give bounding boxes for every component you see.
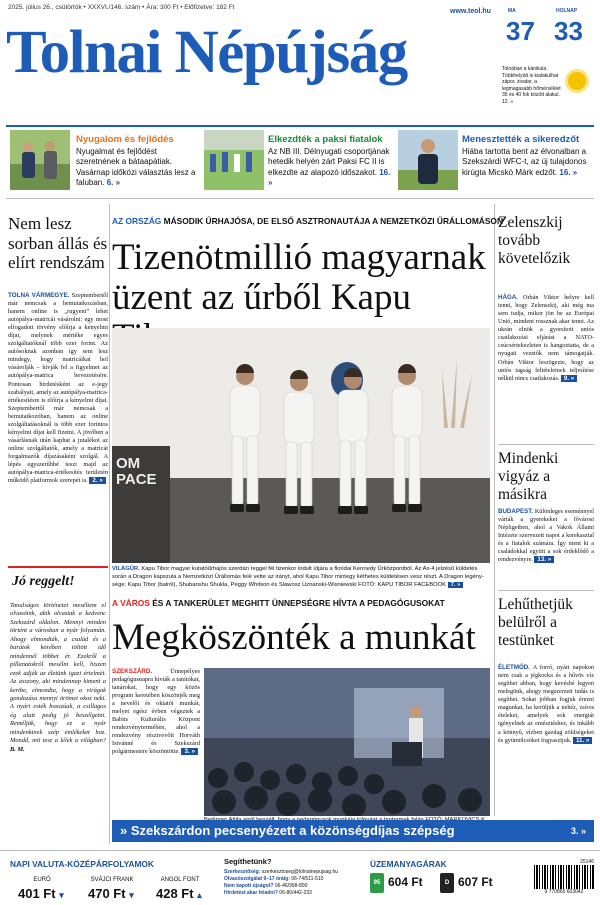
section-rule xyxy=(6,198,594,199)
barcode-icon xyxy=(534,865,594,889)
teaser-2[interactable] xyxy=(204,130,394,190)
city-headline[interactable]: Megköszönték a munkát xyxy=(112,617,476,658)
jo-reggelt-box xyxy=(8,566,108,836)
main-photo-caption: VILÁGŰR. Kapu Tibor magyar kutatóűrhajós szerdán reggel fél tizenkor indult útjára a floridai Kennedy Űrközpontból. Az Ax-4 jelzésű küldetés során a Dragon kapszula a Nemzetközi Űrállomás felé vette az irányt, ahol Kapu Tibor mintegy kéthetes küldetésen vesz részt. A Dragon legény-sége: Kapu Tibor (balról), Shubanshu Shukla, Peggy Whitson és Slawosz Uznanski-Wisniewski FOTÓ: KAPU TIBOR FACEBOOK 7. » xyxy=(112,566,484,588)
left-headline[interactable]: Nem lesz sorban állás és elírt rendszám xyxy=(8,214,108,273)
main-photo-astronauts[interactable] xyxy=(112,328,490,563)
right-headline-3[interactable]: Lehűthetjük belülről a testünket xyxy=(498,596,573,649)
weather-temp-tomorrow: 33 xyxy=(554,16,583,46)
sun-icon xyxy=(568,72,586,90)
promo-bar[interactable] xyxy=(112,820,594,842)
right-rule xyxy=(498,444,594,445)
right-headline-2[interactable]: Mindenki vigyáz a másikra xyxy=(498,450,559,503)
teaser-text: Az NB III. Délnyugati csoportjának hetedik helyén zárt Paksi FC II is elkezdte az alapozó időszakot. 16. » xyxy=(268,147,391,188)
footer xyxy=(0,850,600,905)
barcode-number: 9 770865 603042 xyxy=(544,889,584,895)
masthead-rule xyxy=(6,125,594,127)
promo-page: 3. » xyxy=(570,826,586,836)
weather-label-today: MA xyxy=(508,8,516,14)
teaser-title: Nyugalom és fejlődés xyxy=(76,134,174,145)
arrow-up-icon: ▴ xyxy=(197,890,202,900)
ceremony-illustration xyxy=(204,668,490,816)
fuel-title: ÜZEMANYAGÁRAK xyxy=(370,859,447,869)
barcode xyxy=(534,859,594,901)
right-headline-1[interactable]: Zelenszkij tovább követelőzik xyxy=(498,214,571,267)
city-article-body: SZEKSZÁRD. Ünnepélyes pedagógusnapra hívták a tanítókat, tanárokat, hogy egy közös program keretében köszönjék meg a nevelői és oktatói munkát, melyet egész évben végeztek a Babits Kulturális Központ rendezvénytermében, ahol a rendezvény résztvevőit Horváth Istvánné és Szekszárd polgármestere köszöntötte. 3. » xyxy=(112,668,200,756)
currency-value: 470 Ft ▾ xyxy=(88,886,134,901)
help-line[interactable]: Olvasószolgálat 9–17 óráig: 06-74/511-510 xyxy=(224,876,324,882)
fuel-pump-icon: D xyxy=(440,873,454,893)
fuel-pump-icon: 95 xyxy=(370,873,384,893)
help-title: Segíthetünk? xyxy=(224,857,272,866)
jo-reggelt-title: Jó reggelt! xyxy=(12,574,75,589)
currency-title: NAPI VALUTA-KÖZÉPÁRFOLYAMOK xyxy=(10,859,154,869)
teaser-3[interactable] xyxy=(398,130,594,190)
teaser-title: Menesztették a sikeredzőt xyxy=(462,134,580,145)
arrow-down-icon: ▾ xyxy=(59,890,64,900)
weather-temp-today: 37 xyxy=(506,16,535,46)
currency-name: EURÓ xyxy=(33,877,51,883)
help-line[interactable]: Hirdetést akar feladni? 06-80/442-233 xyxy=(224,890,312,896)
teaser-photo-football xyxy=(204,130,264,190)
help-line[interactable]: Nem kapott újságot? 06-46/998-800 xyxy=(224,883,308,889)
currency-value: 401 Ft ▾ xyxy=(18,886,64,901)
teaser-1[interactable] xyxy=(10,130,200,190)
weather-box xyxy=(502,8,594,120)
left-article-body: TOLNA VÁRMEGYE. Szeptembertől már nemcsak a bemutatkozásban, hanem online is „rugyeni” lehet autópálya-matricát vásárolni: egy most elfogadott törvény előírja a kényelmi díjat, melynek mértéke egyes szolgáltatóknál több ezer forint. Az autósoknak azonban így sem lesz mindegy, hogy matricáikat hol vásárolják – hívják fel a figyelmet az autópálya-matrica bevezetésére. Pontosan hirdetésként az e-jegy szabályait, amely az autópálya-matrica-értékesítésre is előírja a kényelmi díjat. Szeptembertől már nemcsak a bemutatkozóban, hanem az online szolgáltatásoknál is több ezer forintos kényelmi díjat kell fizetni. A jövőben a vásárlásnak után kaphat a jutalékot az online szolgáltatók, amely a matricát forgalmazók díjazásaként szolgál. A lépés egyszerűbbé teszi majd az autópálya-matrica-értékesítés területén működő platformok szerepét is. 2. » xyxy=(8,292,109,485)
right-body-1: HÁGA. Orbán Viktor helyre kell tenni, hogy Zelenszkij, aki még ma sem tudja, mikor jön be az Európai Unió, mindent rossznak akar tenni. Az ukrán elnök a gyorsított uniós csatlakozási eljárást a NATO-csúcsértekezleten is hangoztatta, de a nyugati vezetők nem támogatják. Orbán Viktor leszögezte, hogy az uniós tagság feltételeinek teljesítése nélkül nincs csatlakozás. 9. » xyxy=(498,294,594,382)
weather-text: Tolnában a kánikula. Többhelyütt is kialakulhat zápor, zivatar, a legmagasabb hőmérséklet 35 és 40 fok között alakul. 12. » xyxy=(502,66,561,105)
currency-name: ANGOL FONT xyxy=(160,877,200,883)
city-kicker: A VÁROS ÉS A TANKERÜLET MEGHITT ÜNNEPSÉGRE HÍVTA A PEDAGÓGUSOKAT xyxy=(112,598,445,608)
column-rule-right xyxy=(494,204,495,816)
masthead-title[interactable]: Tolnai Népújság xyxy=(6,19,407,86)
main-kicker: AZ ORSZÁG MÁSODIK ŰRHAJÓSA, DE ELSŐ ASZTRONAUTÁJA A NEMZETKÖZI ŰRÁLLOMÁSON xyxy=(112,216,503,226)
right-body-2: BUDAPEST. Különleges eseménnyel várták a gyerekeket a fővárosi Népligetben, ahol a Vakok Állami Intézete szervezett napot a kerekasztal és a fiatalok számára. Így ment ki a családokkal együtt a sok érdeklődő a rendezvényre. 13. » xyxy=(498,508,594,564)
teaser-text: Nyugalmat és fejlődést szeretnének a bátaapátiak. Vasárnap időközi választás lesz a faluban. 6. » xyxy=(76,147,196,188)
photo-backdrop-lettering: OM PACE xyxy=(116,455,157,488)
weather-label-tomorrow: HOLNAP xyxy=(556,8,578,14)
promo-text: » Szekszárdon pecsenyézett a közönségdíjas szépség xyxy=(120,823,455,838)
arrow-down-icon: ▾ xyxy=(129,890,134,900)
astronauts-illustration xyxy=(112,328,490,563)
main-headline[interactable]: Tizenötmillió magyarnak üzent az űrből Kapu xyxy=(112,237,486,318)
jo-reggelt-body: Tanulságos történetet meséltem el olvasóink, akik olvastak a kedvenc Szekszárd oldalon. Mennyi minden történt a városban a nyár folyamán. Ahogy elmondták, a család és a barátok körében töltött idő mindennél többet ér. Ezekről a pillanatokról mesélni kell, hiszen ezek adják az életünk igazi értelmét. Az asszony, aki mindennap kiment a kertbe, elmondta, hogy a virágok gondozása mennyi örömet okoz neki. A nyári esték hosszúak, a csillagos ég alatt pedig jó beszélgetni. Reméljük, hogy ez a nyár mindenkinek szép emlékeket hoz. Mondd, mit tesz a lélek a világban? B. M. xyxy=(10,602,106,753)
fuel-value: 607 Ft xyxy=(458,875,493,889)
currency-name: SVÁJCI FRANK xyxy=(90,877,134,883)
barcode-top: 25146 xyxy=(580,859,594,865)
right-body-3: ÉLETMÓD. A forró, nyári napokon nem csak a jégkocka és a hűvös víz segíthet abban, hogy kevésbé legyen melegünk, ahogy megszerzett tudás is segíthet. Sokat jobban fogjuk érezni magunkat, ha kerüljük a nehéz, zsíros ételeket, amelyek sok energiát igényelnek az emésztéshez, és inkább a könnyű, vízben gazdag zöldségeket és gyümölcsöket fogyasztjuk. 11. » xyxy=(498,664,594,744)
currency-value: 428 Ft ▴ xyxy=(156,886,202,901)
teaser-photo-coach xyxy=(398,130,458,190)
city-photo-ceremony[interactable] xyxy=(204,668,490,816)
right-rule xyxy=(498,590,594,591)
fuel-value: 604 Ft xyxy=(388,875,423,889)
teaser-photo-people xyxy=(10,130,70,190)
teaser-title: Elkezdték a paksi fiatalok xyxy=(268,134,383,145)
teaser-text: Hiába tartotta bent az élvonalban a Szekszárdi WFC-t, az új tulajdonos kirúgta Micskó Márk edzőt. 16. » xyxy=(462,147,587,177)
dateline: 2025. július 26., csütörtök • XXXVI./146. szám • Ára: 300 Ft • Előfizetve: 182 Ft xyxy=(8,4,235,11)
column-rule-left xyxy=(109,204,110,844)
help-line[interactable]: Szerkesztőség: szerkesztoseg@tolnainepujsag.hu xyxy=(224,869,339,875)
site-link[interactable]: www.teol.hu xyxy=(450,8,491,15)
